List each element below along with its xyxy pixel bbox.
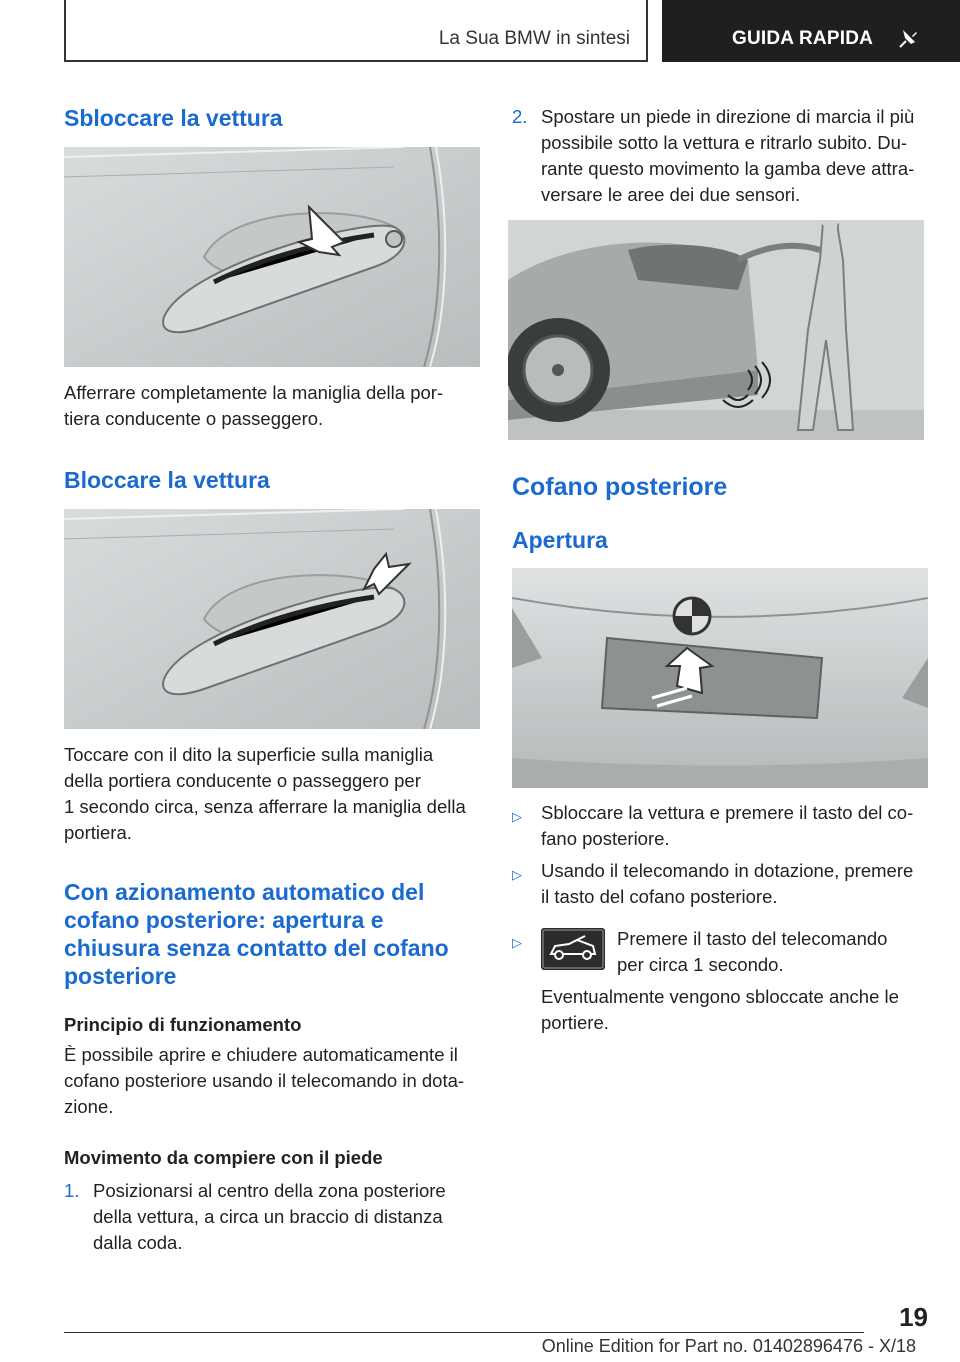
step-2-number: 2. — [512, 106, 528, 127]
bullet-1-marker: ▷ — [512, 809, 522, 824]
trunk-button-image — [512, 568, 928, 788]
principle-subtitle: Principio di funzionamento — [64, 1014, 302, 1035]
door-handle-unlock-image — [64, 147, 480, 367]
lock-title: Bloccare la vettura — [64, 467, 270, 493]
contactless-trunk-title: Con azionamento automatico del cofano posteriore: apertura e chiusura senza contatto del cofano posteriore — [64, 879, 449, 989]
step-2 — [512, 104, 932, 214]
opening-title: Apertura — [512, 527, 608, 553]
remote-trunk-button-icon — [541, 928, 605, 970]
bullet-2 — [512, 858, 932, 912]
header-section-box — [64, 0, 648, 62]
trunk-title: Cofano posteriore — [512, 473, 728, 501]
step-2-text: Spostare un piede in direzione di marcia il più possibile sotto la vettura e ritrarlo subito. Du- rante questo movimento la gamba deve attra- versare le aree dei due sensori. — [541, 106, 915, 205]
step-1-number: 1. — [64, 1180, 80, 1201]
bullet-2-marker: ▷ — [512, 867, 522, 882]
bullet-1-text: Sbloccare la vettura e premere il tasto del co- fano posteriore. — [541, 802, 914, 849]
footer-divider — [64, 1332, 864, 1333]
kick-sensor-image — [508, 220, 924, 440]
bullet-3-text: Premere il tasto del telecomando per circa 1 secondo. — [617, 928, 888, 975]
unlock-title: Sbloccare la vettura — [64, 105, 283, 131]
unlock-description: Afferrare completamente la maniglia della por- tiera conducente o passeggero. — [64, 382, 444, 429]
movement-subtitle: Movimento da compiere con il piede — [64, 1147, 383, 1168]
bullet-3-note: Eventualmente vengono sbloccate anche le portiere. — [541, 986, 899, 1033]
step-1 — [64, 1178, 484, 1258]
lock-description: Toccare con il dito la superficie sulla maniglia della portiera conducente o passeggero per 1 secondo circa, senza afferrare la maniglia della portiera. — [64, 744, 466, 843]
bullet-3 — [512, 926, 932, 1046]
bullet-3-marker: ▷ — [512, 935, 522, 950]
door-handle-lock-image — [64, 509, 480, 729]
page-number: 19 — [899, 1302, 928, 1332]
header-section-title: La Sua BMW in sintesi — [438, 28, 630, 49]
principle-description: È possibile aprire e chiudere automaticamente il cofano posteriore usando il telecomando in dota- zione. — [64, 1044, 465, 1117]
header-chapter-label: GUIDA RAPIDA — [732, 28, 874, 49]
bullet-1 — [512, 800, 932, 854]
bullet-2-text: Usando il telecomando in dotazione, premere il tasto del cofano posteriore. — [541, 860, 914, 907]
step-1-text: Posizionarsi al centro della zona posteriore della vettura, a circa un braccio di distanza dalla coda. — [93, 1180, 446, 1253]
pin-icon — [895, 26, 921, 52]
header-chapter-tab — [662, 0, 960, 62]
footer-edition: Online Edition for Part no. 01402896476 - X/18 — [541, 1336, 916, 1356]
